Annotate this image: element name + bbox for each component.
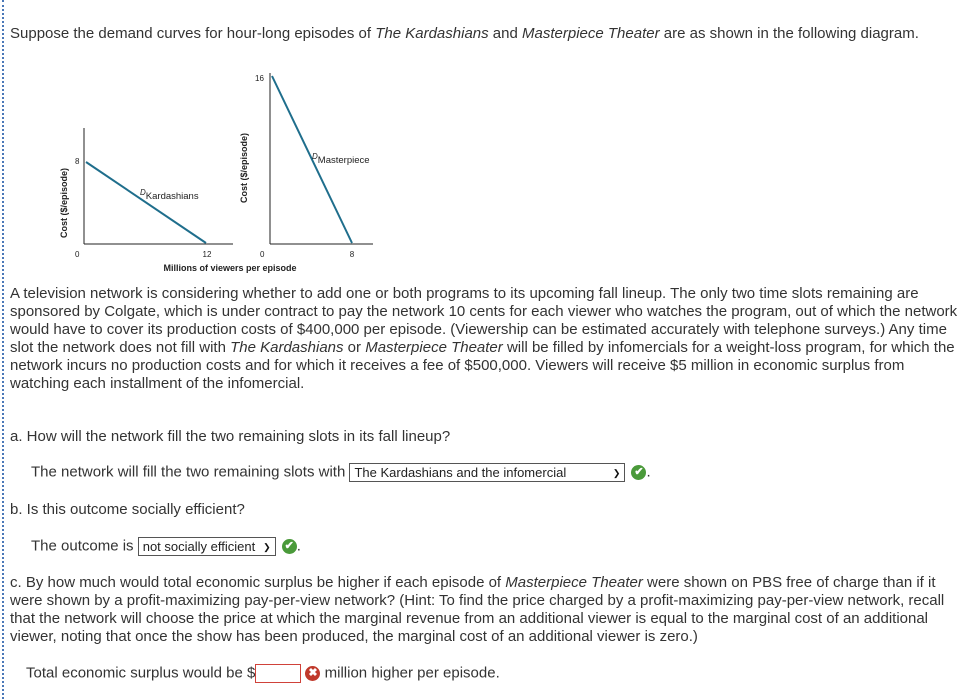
kardashians-demand-line — [86, 162, 206, 243]
answer-b-suffix: . — [296, 537, 301, 555]
answer-c-prefix: Total economic surplus would be $ — [26, 664, 256, 682]
correct-check-icon: ✔ — [282, 539, 297, 554]
masterpiece-curve-label: $^D$Masterpiece — [312, 151, 370, 166]
answer-b-selected: not socially efficient — [142, 539, 256, 554]
page-left-border — [2, 0, 4, 699]
body-italic-kardashians: The Kardashians — [230, 339, 344, 356]
demand-diagram — [55, 68, 385, 278]
intro-italic-masterpiece: Masterpiece Theater — [522, 25, 660, 42]
question-c — [10, 574, 960, 646]
left-origin: 0 — [75, 250, 80, 259]
answer-b-select[interactable] — [138, 537, 276, 556]
right-ylabel: Cost ($/episode) — [239, 132, 249, 204]
answer-c-input[interactable] — [255, 664, 301, 683]
answer-a-selected: The Kardashians and the infomercial — [354, 465, 567, 480]
answer-a-suffix: . — [646, 463, 651, 481]
chevron-down-icon: ❯ — [612, 468, 621, 478]
question-c-part-2: were shown on PBS free of charge than if it were shown by a profit-maximizing pay-per-view network? (Hint: To find the price charged by a profit-maximizing pay-per-view network, recall that the network will choose the price at which the marginal revenue from an additional viewer is equal to the marginal cost of an additional viewer, noting that once the show has been produced, the marginal cost of an additional viewer is zero.) — [10, 574, 945, 645]
answer-a-select[interactable] — [349, 463, 625, 482]
intro-text — [10, 25, 960, 43]
answer-c-suffix: million higher per episode. — [324, 664, 500, 682]
left-y-tick: 8 — [75, 157, 80, 166]
left-x-tick: 12 — [202, 250, 212, 259]
correct-check-icon: ✔ — [631, 465, 646, 480]
body-paragraph — [10, 285, 960, 393]
intro-part-3: are as shown in the following diagram. — [659, 25, 919, 42]
question-c-part-1: c. By how much would total economic surplus be higher if each episode of — [10, 574, 506, 591]
body-part-1: A television network is considering whether to add one or both programs to its upcoming fall lineup. The only two time slots remaining are sponsored by Colgate, which is under contract to pay the network 10 cents for each viewer who watches the program, out of which the network would have to cover its production costs of $400,000 per episode. (Viewership can be estimated accurately with telephone surveys.) Any time slot the network does not fill with — [10, 285, 958, 356]
chart-kardashians — [59, 128, 233, 259]
kardashians-curve-label: $^D$Kardashians — [140, 187, 199, 202]
body-part-3: will be filled by infomercials for a weight-loss program, for which the network incurs no production costs and for which it receives a fee of $500,000. Viewers will receive $5 million in economic surplus from watching each installment of the infomercial. — [10, 339, 955, 392]
right-origin: 0 — [260, 250, 265, 259]
x-axis-label: Millions of viewers per episode — [163, 263, 297, 273]
incorrect-x-icon: ✖ — [305, 666, 320, 681]
body-italic-masterpiece: Masterpiece Theater — [365, 339, 503, 356]
intro-part-1: Suppose the demand curves for hour-long episodes of — [10, 25, 376, 42]
chevron-down-icon: ❯ — [263, 542, 271, 552]
answer-a-row — [31, 463, 651, 482]
question-c-italic-masterpiece: Masterpiece Theater — [505, 574, 643, 591]
answer-a-prefix: The network will fill the two remaining slots with — [31, 463, 346, 481]
chart-masterpiece — [239, 73, 373, 259]
question-a: a. How will the network fill the two remaining slots in its fall lineup? — [10, 428, 451, 445]
intro-part-2: and — [488, 25, 523, 42]
question-b: b. Is this outcome socially efficient? — [10, 501, 245, 518]
answer-c-row — [26, 664, 500, 683]
right-y-tick: 16 — [255, 74, 264, 83]
left-ylabel: Cost ($/episode) — [59, 167, 69, 239]
answer-b-row — [31, 537, 301, 556]
answer-b-prefix: The outcome is — [31, 537, 134, 555]
right-x-tick: 8 — [349, 250, 355, 259]
intro-italic-kardashians: The Kardashians — [375, 25, 489, 42]
body-part-2: or — [343, 339, 366, 356]
